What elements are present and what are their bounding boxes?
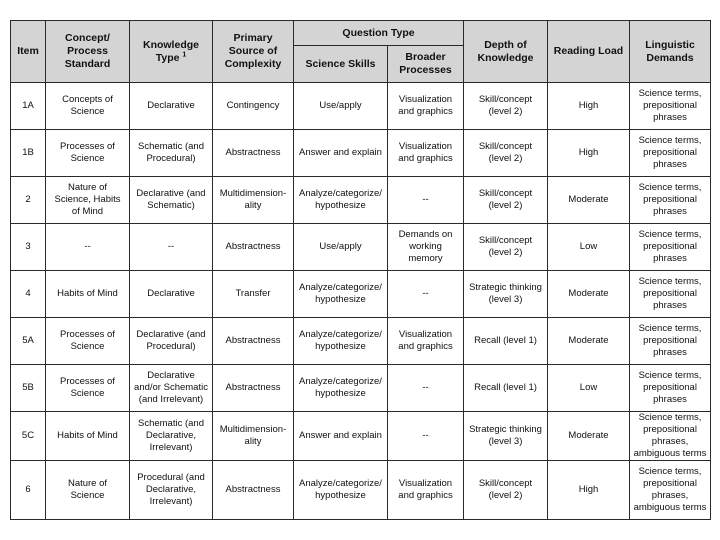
cell-knowledge-type: Declarative (and Schematic): [130, 177, 213, 224]
cell-item: 5A: [11, 318, 46, 365]
cell-depth: Recall (level 1): [464, 318, 548, 365]
cell-linguistic: Science terms, prepositional phrases, ambiguous terms: [630, 461, 711, 520]
cell-item: 3: [11, 224, 46, 271]
cell-complexity: Contingency: [213, 83, 294, 130]
cell-item: 5C: [11, 412, 46, 461]
cell-knowledge-type: --: [130, 224, 213, 271]
cell-science-skills: Answer and explain: [294, 130, 388, 177]
item-analysis-table-frame: [10, 20, 710, 520]
cell-linguistic: Science terms, prepositional phrases: [630, 224, 711, 271]
cell-item: 6: [11, 461, 46, 520]
cell-knowledge-type: Declarative and/or Schematic (and Irrelevant): [130, 365, 213, 412]
header-depth: Depth of Knowledge: [464, 21, 548, 83]
cell-linguistic: Science terms, prepositional phrases: [630, 130, 711, 177]
cell-standard: Concepts of Science: [46, 83, 130, 130]
header-reading-load: Reading Load: [548, 21, 630, 83]
cell-item: 1A: [11, 83, 46, 130]
cell-standard: Habits of Mind: [46, 271, 130, 318]
cell-complexity: Abstractness: [213, 461, 294, 520]
header-knowledge-type: [130, 21, 213, 83]
cell-complexity: Multidimension- ality: [213, 177, 294, 224]
cell-depth: Skill/concept (level 2): [464, 130, 548, 177]
table-row: [11, 318, 711, 365]
header-science-skills: Science Skills: [294, 46, 388, 83]
cell-item: 5B: [11, 365, 46, 412]
cell-linguistic: Science terms, prepositional phrases: [630, 271, 711, 318]
cell-reading-load: High: [548, 461, 630, 520]
cell-reading-load: High: [548, 130, 630, 177]
cell-depth: Strategic thinking (level 3): [464, 412, 548, 461]
cell-science-skills: Analyze/categorize/ hypothesize: [294, 365, 388, 412]
cell-standard: --: [46, 224, 130, 271]
header-row-top: [11, 21, 711, 46]
cell-broader-processes: --: [388, 177, 464, 224]
cell-depth: Skill/concept (level 2): [464, 177, 548, 224]
cell-complexity: Abstractness: [213, 365, 294, 412]
table-row: [11, 412, 711, 461]
cell-item: 2: [11, 177, 46, 224]
table-row: [11, 224, 711, 271]
cell-linguistic: Science terms, prepositional phrases, ambiguous terms: [630, 412, 711, 461]
cell-standard: Processes of Science: [46, 318, 130, 365]
cell-standard: Habits of Mind: [46, 412, 130, 461]
cell-reading-load: Low: [548, 224, 630, 271]
cell-science-skills: Use/apply: [294, 224, 388, 271]
cell-depth: Skill/concept (level 2): [464, 83, 548, 130]
cell-broader-processes: Visualization and graphics: [388, 130, 464, 177]
cell-linguistic: Science terms, prepositional phrases: [630, 177, 711, 224]
cell-reading-load: Low: [548, 365, 630, 412]
header-broader-processes: Broader Processes: [388, 46, 464, 83]
cell-standard: Nature of Science: [46, 461, 130, 520]
cell-depth: Skill/concept (level 2): [464, 224, 548, 271]
cell-science-skills: Use/apply: [294, 83, 388, 130]
footnote-marker: 1: [182, 51, 187, 58]
cell-complexity: Abstractness: [213, 130, 294, 177]
table-row: [11, 365, 711, 412]
cell-standard: Processes of Science: [46, 365, 130, 412]
cell-knowledge-type: Declarative (and Procedural): [130, 318, 213, 365]
header-standard: Concept/ Process Standard: [46, 21, 130, 83]
table-header: [11, 21, 711, 83]
header-linguistic: Linguistic Demands: [630, 21, 711, 83]
cell-knowledge-type: Schematic (and Declarative, Irrelevant): [130, 412, 213, 461]
cell-knowledge-type: Schematic (and Procedural): [130, 130, 213, 177]
cell-science-skills: Analyze/categorize/ hypothesize: [294, 177, 388, 224]
cell-reading-load: Moderate: [548, 177, 630, 224]
header-question-type: Question Type: [294, 21, 464, 46]
header-item: Item: [11, 21, 46, 83]
cell-science-skills: Analyze/categorize/ hypothesize: [294, 318, 388, 365]
cell-linguistic: Science terms, prepositional phrases: [630, 318, 711, 365]
cell-depth: Recall (level 1): [464, 365, 548, 412]
cell-standard: Nature of Science, Habits of Mind: [46, 177, 130, 224]
cell-knowledge-type: Declarative: [130, 83, 213, 130]
cell-reading-load: Moderate: [548, 318, 630, 365]
table-row: [11, 130, 711, 177]
table-row: [11, 461, 711, 520]
cell-complexity: Transfer: [213, 271, 294, 318]
cell-linguistic: Science terms, prepositional phrases: [630, 83, 711, 130]
cell-broader-processes: Visualization and graphics: [388, 83, 464, 130]
cell-standard: Processes of Science: [46, 130, 130, 177]
cell-depth: Strategic thinking (level 3): [464, 271, 548, 318]
cell-knowledge-type: Declarative: [130, 271, 213, 318]
table-row: [11, 271, 711, 318]
cell-reading-load: Moderate: [548, 271, 630, 318]
cell-complexity: Abstractness: [213, 318, 294, 365]
cell-science-skills: Analyze/categorize/ hypothesize: [294, 271, 388, 318]
table-row: [11, 177, 711, 224]
cell-reading-load: High: [548, 83, 630, 130]
cell-broader-processes: Demands on working memory: [388, 224, 464, 271]
cell-complexity: Multidimension- ality: [213, 412, 294, 461]
cell-broader-processes: Visualization and graphics: [388, 461, 464, 520]
cell-reading-load: Moderate: [548, 412, 630, 461]
cell-broader-processes: --: [388, 365, 464, 412]
cell-depth: Skill/concept (level 2): [464, 461, 548, 520]
cell-broader-processes: --: [388, 271, 464, 318]
cell-item: 1B: [11, 130, 46, 177]
header-knowledge-type-label: Knowledge Type: [142, 38, 199, 64]
item-analysis-table: [10, 20, 711, 520]
cell-knowledge-type: Procedural (and Declarative, Irrelevant): [130, 461, 213, 520]
table-row: [11, 83, 711, 130]
cell-broader-processes: Visualization and graphics: [388, 318, 464, 365]
table-body: [11, 83, 711, 520]
cell-item: 4: [11, 271, 46, 318]
cell-complexity: Abstractness: [213, 224, 294, 271]
cell-broader-processes: --: [388, 412, 464, 461]
cell-science-skills: Analyze/categorize/ hypothesize: [294, 461, 388, 520]
header-complexity: Primary Source of Complexity: [213, 21, 294, 83]
cell-linguistic: Science terms, prepositional phrases: [630, 365, 711, 412]
cell-science-skills: Answer and explain: [294, 412, 388, 461]
